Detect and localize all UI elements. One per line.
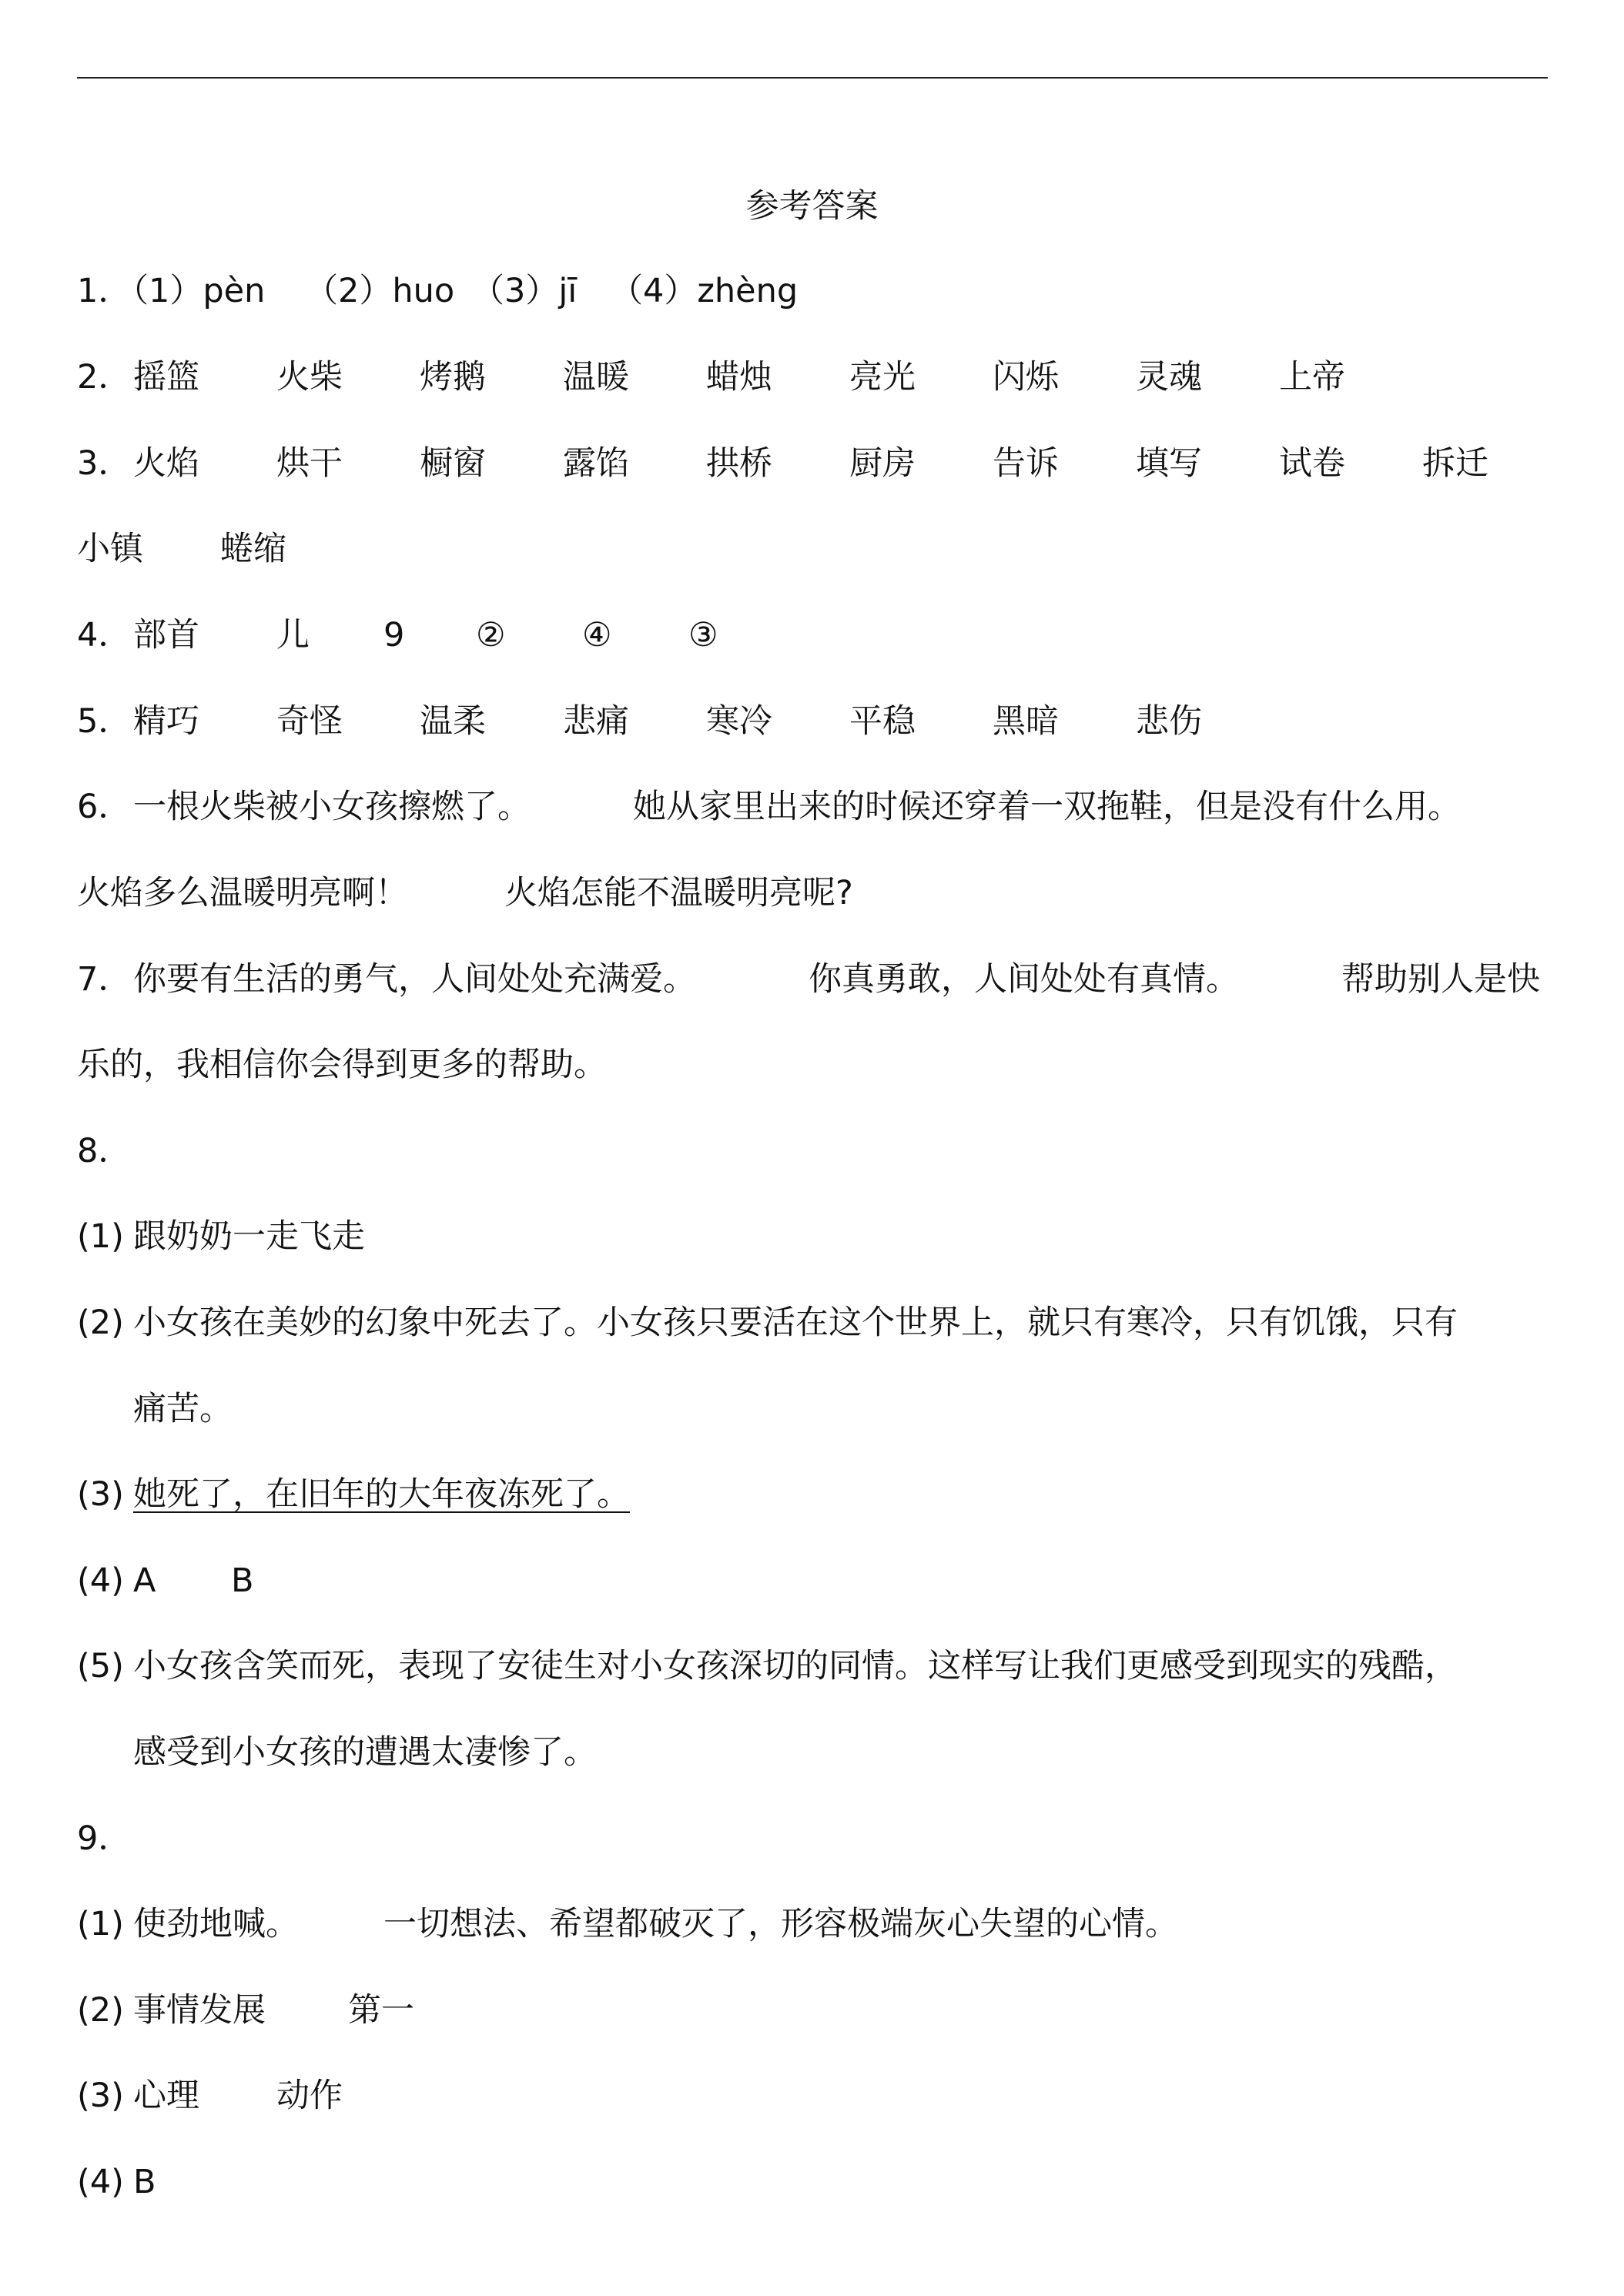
word: 厨房	[849, 444, 916, 483]
word: 精巧	[133, 702, 199, 741]
sub-number: (1)	[77, 1217, 124, 1256]
sub-number: (3)	[77, 2077, 124, 2115]
page-title: 参考答案	[745, 187, 879, 226]
word: 奇怪	[276, 702, 343, 741]
sentence: 她从家里出来的时候还穿着一双拖鞋，但是没有什么用。	[633, 788, 1461, 826]
sub-number: (4)	[77, 1561, 124, 1600]
answer-number: 1．	[77, 272, 132, 310]
answer-number: 7．	[77, 960, 132, 999]
word: 第一	[348, 1991, 414, 2030]
sub-number: (5)	[77, 1647, 124, 1685]
answer-1-item-2: （2）huo	[305, 272, 455, 310]
word: 火焰	[133, 444, 199, 483]
sub-number: (3)	[77, 1475, 124, 1514]
answer-1-item-3: （3）jī	[471, 272, 578, 310]
sub-number: (2)	[77, 1991, 124, 2030]
answer-number: 4．	[77, 616, 132, 654]
circled-number: ③	[688, 616, 718, 654]
word: 蜡烛	[706, 358, 772, 397]
word: 部首	[133, 616, 199, 654]
sentence: 使劲地喊。	[133, 1905, 299, 1943]
sentence: 你真勇敢，人间处处有真情。	[809, 960, 1239, 999]
word: 露馅	[563, 444, 629, 483]
word: 拆迁	[1422, 444, 1488, 483]
word: 温暖	[563, 358, 629, 397]
answer-number: 9．	[77, 1819, 132, 1858]
word: 烘干	[276, 444, 343, 483]
sentence: 跟奶奶一走飞走	[133, 1217, 365, 1256]
word: 拱桥	[706, 444, 772, 483]
word: 儿	[276, 616, 310, 654]
circled-number: ④	[582, 616, 612, 654]
word: 小镇	[77, 530, 143, 568]
word: 橱窗	[420, 444, 486, 483]
answer-number: 5．	[77, 702, 132, 741]
choice: B	[231, 1561, 254, 1600]
word: 灵魂	[1136, 358, 1202, 397]
word: 火柴	[276, 358, 343, 397]
choice: B	[133, 2163, 156, 2201]
sentence: 小女孩在美妙的幻象中死去了。小女孩只要活在这个世界上，就只有寒冷，只有饥饿，只有	[133, 1304, 1458, 1342]
word: 蜷缩	[220, 530, 286, 568]
choice: A	[133, 1561, 156, 1600]
word: 温柔	[420, 702, 486, 741]
underlined-sentence: 她死了，在旧年的大年夜冻死了。	[133, 1475, 630, 1514]
word: 悲痛	[563, 702, 629, 741]
sub-number: (2)	[77, 1304, 124, 1342]
word: 动作	[276, 2077, 343, 2115]
word: 平稳	[849, 702, 916, 741]
sentence: 一切想法、希望都破灭了，形容极端灰心失望的心情。	[383, 1905, 1178, 1943]
word: 事情发展	[133, 1991, 266, 2030]
answer-number: 2．	[77, 358, 132, 397]
word: 试卷	[1279, 444, 1345, 483]
sentence: 帮助别人是快	[1341, 960, 1540, 999]
word: 上帝	[1279, 358, 1345, 397]
sentence: 你要有生活的勇气，人间处处充满爱。	[133, 960, 696, 999]
sub-number: (4)	[77, 2163, 124, 2201]
answer-number: 3．	[77, 444, 132, 483]
sentence: 感受到小女孩的遭遇太凄惨了。	[133, 1733, 597, 1772]
word: 悲伤	[1136, 702, 1202, 741]
top-rule	[77, 77, 1548, 79]
word: 亮光	[849, 358, 916, 397]
answer-number: 6．	[77, 788, 132, 826]
word: 告诉	[993, 444, 1059, 483]
answer-number: 8．	[77, 1132, 132, 1170]
word: 烤鹅	[420, 358, 486, 397]
sentence: 痛苦。	[133, 1390, 233, 1428]
answer-1-item-1: （1）pèn	[116, 272, 266, 310]
word: 黑暗	[993, 702, 1059, 741]
sub-number: (1)	[77, 1905, 124, 1943]
word: 心理	[133, 2077, 199, 2115]
sentence: 火焰多么温暖明亮啊！	[77, 874, 408, 912]
word: 摇篮	[133, 358, 199, 397]
sentence: 火焰怎能不温暖明亮呢?	[504, 874, 853, 912]
word: 闪烁	[993, 358, 1059, 397]
word: 寒冷	[706, 702, 772, 741]
sentence: 一根火柴被小女孩擦燃了。	[133, 788, 531, 826]
answer-1-item-4: （4）zhèng	[610, 272, 799, 310]
sentence: 乐的，我相信你会得到更多的帮助。	[77, 1046, 607, 1084]
circled-number: ②	[476, 616, 506, 654]
word: 9	[383, 616, 405, 654]
sentence: 小女孩含笑而死，表现了安徒生对小女孩深切的同情。这样写让我们更感受到现实的残酷，	[133, 1647, 1458, 1685]
word: 填写	[1136, 444, 1202, 483]
